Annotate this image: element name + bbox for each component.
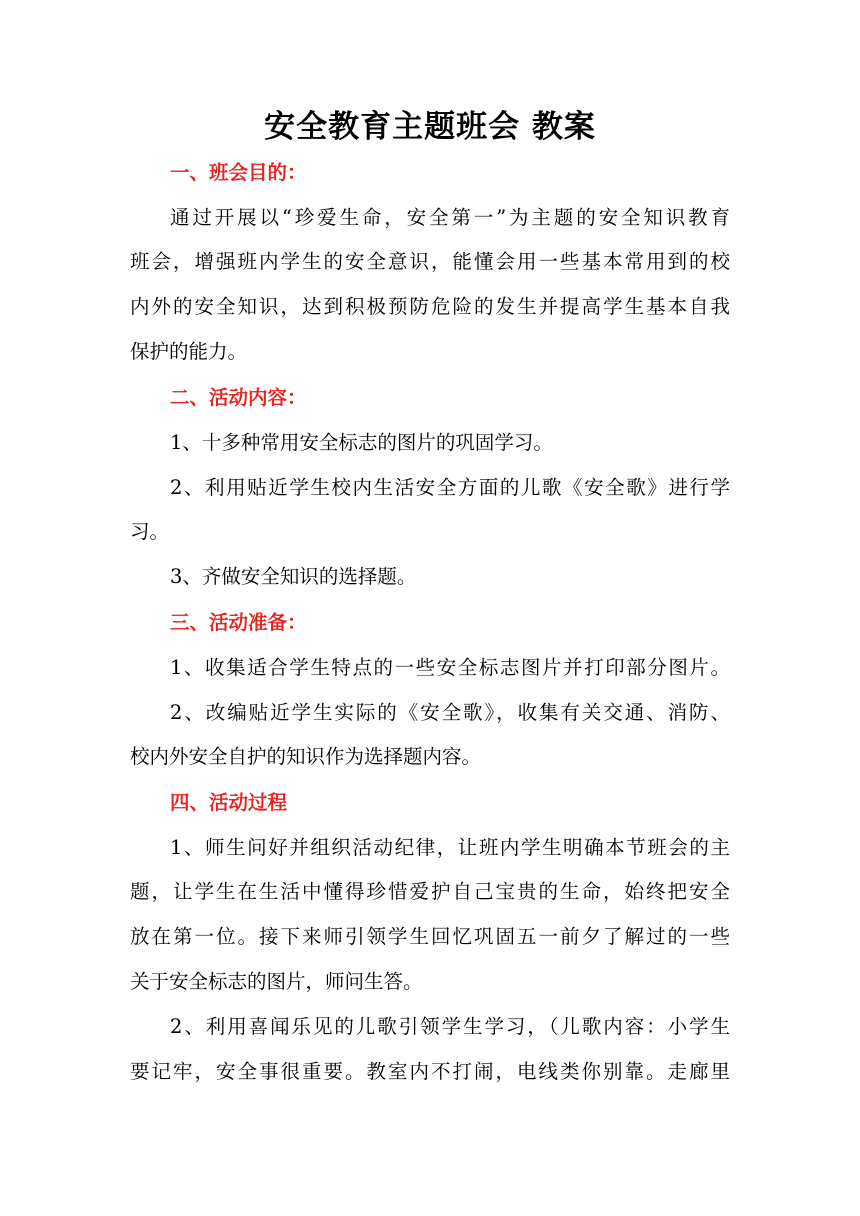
paragraph-line: 内外的安全知识，达到积极预防危险的发生并提高学生基本自我 — [130, 295, 730, 318]
paragraph-line: 保护的能力。 — [130, 340, 248, 363]
paragraph-line: 要记牢，安全事很重要。教室内不打闹，电线类你别靠。走廊里 — [130, 1060, 730, 1083]
paragraph-line: 放在第一位。接下来师引领学生回忆巩固五一前夕了解过的一些 — [130, 925, 730, 948]
list-item: 2、改编贴近学生实际的《安全歌》，收集有关交通、消防、 — [170, 701, 730, 724]
list-item: 1、收集适合学生特点的一些安全标志图片并打印部分图片。 — [170, 656, 730, 679]
list-item: 2、利用喜闻乐见的儿歌引领学生学习，（儿歌内容：小学生 — [170, 1015, 730, 1038]
paragraph-line: 通过开展以“珍爱生命，安全第一”为主题的安全知识教育 — [170, 206, 730, 229]
section-heading-purpose: 一、班会目的： — [170, 161, 307, 184]
list-item: 2、利用贴近学生校内生活安全方面的儿歌《安全歌》进行学 — [170, 476, 730, 499]
paragraph-line: 校内外安全自护的知识作为选择题内容。 — [130, 745, 482, 768]
document-title: 安全教育主题班会 教案 — [264, 109, 596, 145]
paragraph-line: 关于安全标志的图片，师问生答。 — [130, 970, 423, 993]
section-heading-preparation: 三、活动准备： — [170, 611, 307, 634]
list-item: 1、十多种常用安全标志的图片的巩固学习。 — [170, 431, 553, 454]
paragraph-line: 习。 — [130, 520, 170, 543]
section-heading-process: 四、活动过程 — [170, 791, 288, 814]
paragraph-line: 班会，增强班内学生的安全意识，能懂会用一些基本常用到的校 — [130, 250, 730, 273]
list-item: 3、齐做安全知识的选择题。 — [170, 565, 417, 588]
section-heading-content: 二、活动内容： — [170, 386, 307, 409]
list-item: 1、师生问好并组织活动纪律，让班内学生明确本节班会的主 — [170, 836, 730, 859]
paragraph-line: 题，让学生在生活中懂得珍惜爱护自己宝贵的生命，始终把安全 — [130, 880, 730, 903]
